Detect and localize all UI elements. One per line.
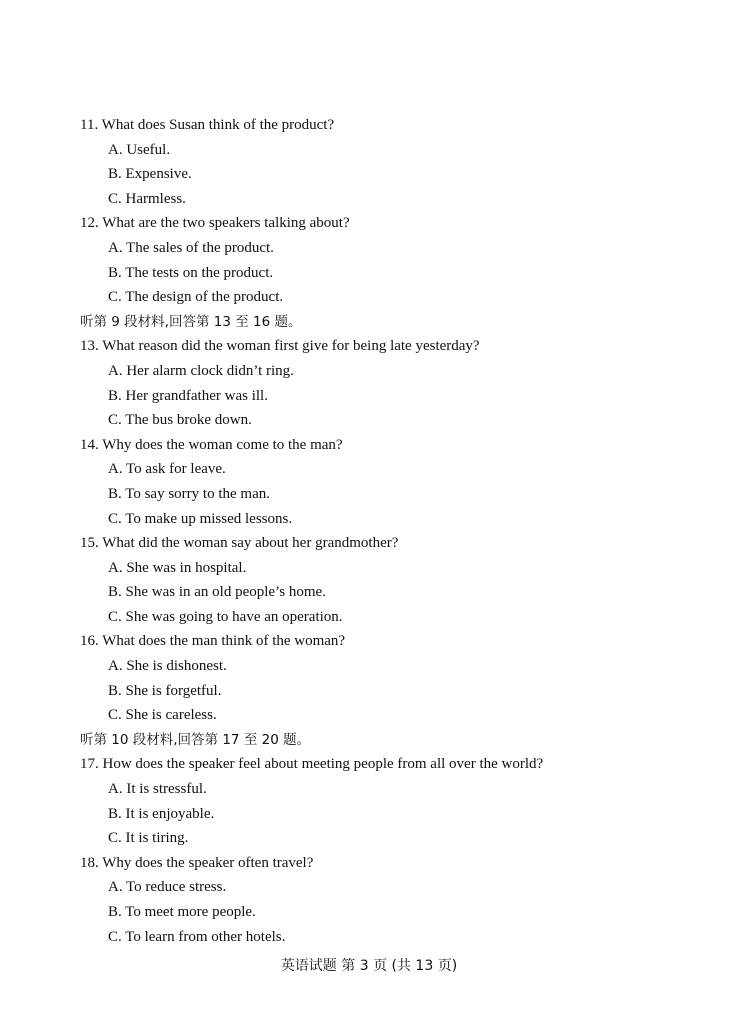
question-stem: 12. What are the two speakers talking about? xyxy=(80,215,350,232)
answer-option: A. She is dishonest. xyxy=(108,658,227,675)
answer-option: C. She is careless. xyxy=(108,707,217,724)
answer-option: A. Useful. xyxy=(108,141,171,158)
question-stem: 13. What reason did the woman first give for being late yesterday? xyxy=(80,338,480,355)
answer-option: C. It is tiring. xyxy=(108,830,189,847)
answer-option: A. To ask for leave. xyxy=(108,461,226,478)
question-list xyxy=(80,113,680,949)
answer-option: A. To reduce stress. xyxy=(108,879,227,896)
answer-option: B. Expensive. xyxy=(108,166,192,183)
answer-option: A. Her alarm clock didn’t ring. xyxy=(108,362,294,379)
question-stem: 17. How does the speaker feel about meeting people from all over the world? xyxy=(80,756,544,773)
answer-option: A. She was in hospital. xyxy=(108,559,247,576)
question-stem: 11. What does Susan think of the product? xyxy=(80,117,335,133)
page-footer: 英语试题 第 3 页 (共 13 页) xyxy=(280,958,458,974)
answer-option: C. She was going to have an operation. xyxy=(108,608,343,625)
question-stem: 15. What did the woman say about her grandmother? xyxy=(80,535,399,552)
answer-option: C. Harmless. xyxy=(108,190,186,207)
answer-option: B. To meet more people. xyxy=(108,904,256,920)
answer-option: C. The design of the product. xyxy=(108,289,284,306)
answer-option: C. To make up missed lessons. xyxy=(108,510,293,527)
answer-option: B. The tests on the product. xyxy=(108,264,274,281)
answer-option: A. It is stressful. xyxy=(108,781,207,798)
answer-option: B. Her grandfather was ill. xyxy=(108,387,268,404)
answer-option: B. To say sorry to the man. xyxy=(108,485,270,502)
answer-option: A. The sales of the product. xyxy=(108,239,274,256)
answer-option: C. The bus broke down. xyxy=(108,412,252,429)
section-instruction: 听第 10 段材料,回答第 17 至 20 题。 xyxy=(80,731,311,748)
section-instruction: 听第 9 段材料,回答第 13 至 16 题。 xyxy=(80,313,302,330)
question-stem: 16. What does the man think of the woman? xyxy=(80,633,346,650)
question-stem: 18. Why does the speaker often travel? xyxy=(80,854,314,871)
answer-option: B. She was in an old people’s home. xyxy=(108,584,326,601)
answer-option: B. She is forgetful. xyxy=(108,682,222,699)
answer-option: B. It is enjoyable. xyxy=(108,805,215,822)
answer-option: C. To learn from other hotels. xyxy=(108,928,286,945)
question-stem: 14. Why does the woman come to the man? xyxy=(80,436,343,453)
